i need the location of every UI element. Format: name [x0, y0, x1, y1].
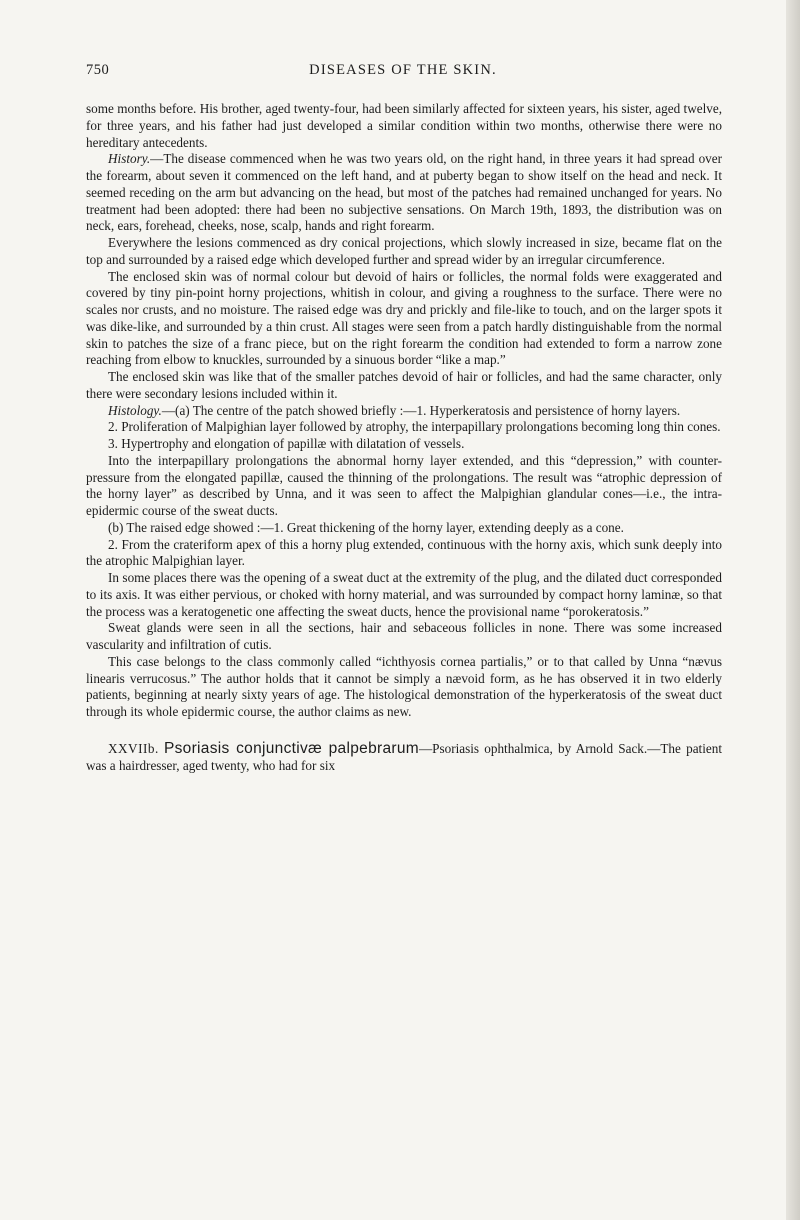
history-text: —The disease commenced when he was two years old, on the right hand, in three years it had spread over the forearm, about seven it commenced on the left hand, and at puberty began to show itself on the head and neck. It seemed receding on the arm but advancing on the head, but most of the patches had remained unchanged for years. No treatment had been adopted: there had been no subjective sensations. On March 19th, 1893, the distribution was on neck, ears, forehead, cheeks, nose, scalp, hands and right forearm. — [86, 151, 722, 234]
section-spacer — [86, 721, 722, 741]
paragraph: This case belongs to the class commonly called “ichthyosis cornea partialis,” or to that called by Unna “nævus linearis verrucosus.” The author holds that it cannot be simply a nævoid form, as he has observed it in two elderly patients, beginning at nearly sixty years of age. The histological demonstration of the hyperkeratosis of the sweat duct through its whole epidermic course, the author claims as new. — [86, 653, 722, 719]
history-label: History. — [108, 151, 151, 167]
page-header — [86, 62, 720, 82]
paragraph: 3. Hypertrophy and elongation of papillæ with dilatation of vessels. — [108, 436, 465, 451]
section-text: —Psoriasis ophthalmica, by Arnold Sack.—The patient was a hairdresser, aged twenty, who had for six — [86, 740, 722, 773]
paragraph: 2. Proliferation of Malpighian layer followed by atrophy, the interpapillary prolongations becoming long thin cones. — [108, 419, 721, 435]
paragraph: The enclosed skin was like that of the smaller patches devoid of hair or follicles, and had the same character, only there were secondary lesions included within it. — [86, 369, 722, 401]
paragraph: Sweat glands were seen in all the sections, hair and sebaceous follicles in none. There was some increased vascularity and infiltration of cutis. — [86, 620, 722, 652]
paragraph: Into the interpapillary prolongations the abnormal horny layer extended, and this “depression,” with counter-pressure from the elongated papillæ, caused the thinning of the prolongations. The result was “atrophic depression of the horny layer” as described by Unna, and it was seen to affect the Malpighian glandular cones—i.e., the intra-epidermic course of the sweat ducts. — [86, 452, 722, 518]
page-number: 750 — [86, 62, 110, 78]
histology-label: Histology. — [108, 402, 162, 418]
paragraph: some months before. His brother, aged twenty-four, had been similarly affected for sixteen years, his sister, aged twelve, for three years, and his father had just developed a similar condition within two months, otherwise there were no hereditary antecedents. — [86, 101, 722, 150]
paragraph: In some places there was the opening of a sweat duct at the extremity of the plug, and the dilated duct corresponded to its axis. It was either pervious, or choked with horny material, and was surrounded by compact horny laminæ, so that the process was a keratogenetic one affecting the sweat ducts, hence the provisional name “porokeratosis.” — [86, 570, 722, 619]
paragraph: Everywhere the lesions commenced as dry conical projections, which slowly increased in size, became flat on the top and surrounded by a raised edge which developed further and spread wider by an irregular circumference. — [86, 235, 722, 267]
section-number: XXVIIb. — [108, 740, 159, 756]
paragraph-histology — [86, 403, 722, 420]
paragraph: The enclosed skin was of normal colour but devoid of hairs or follicles, the normal folds were exaggerated and covered by tiny pin-point horny projections, whitish in colour, and giving a roughness to the surface. There were no scales nor crusts, and no moisture. The raised edge was dry and prickly and file-like to touch, and on the larger spots it was dike-like, and surrounded by a thin crust. All stages were seen from a patch hardly distinguishable from the normal skin to patches the size of a franc piece, but on the right forearm the condition had extended to form a narrow zone reaching from elbow to knuckles, surrounded by a sinuous border “like a map.” — [86, 268, 722, 368]
running-title: DISEASES OF THE SKIN. — [309, 62, 497, 78]
section-title: Psoriasis conjunctivæ palpebrarum — [163, 739, 419, 757]
paragraph: 2. From the crateriform apex of this a horny plug extended, continuous with the horny axis, which sunk deeply into the atrophic Malpighian layer. — [86, 536, 722, 569]
body-text — [86, 101, 722, 774]
paragraph: (b) The raised edge showed :—1. Great thickening of the horny layer, extending deeply as a cone. — [108, 519, 624, 535]
page-edge-shadow — [786, 0, 800, 1220]
section-paragraph — [86, 741, 722, 775]
histology-text: —(a) The centre of the patch showed briefly :—1. Hyperkeratosis and persistence of horny layers. — [161, 402, 681, 418]
paragraph-history — [86, 151, 722, 235]
